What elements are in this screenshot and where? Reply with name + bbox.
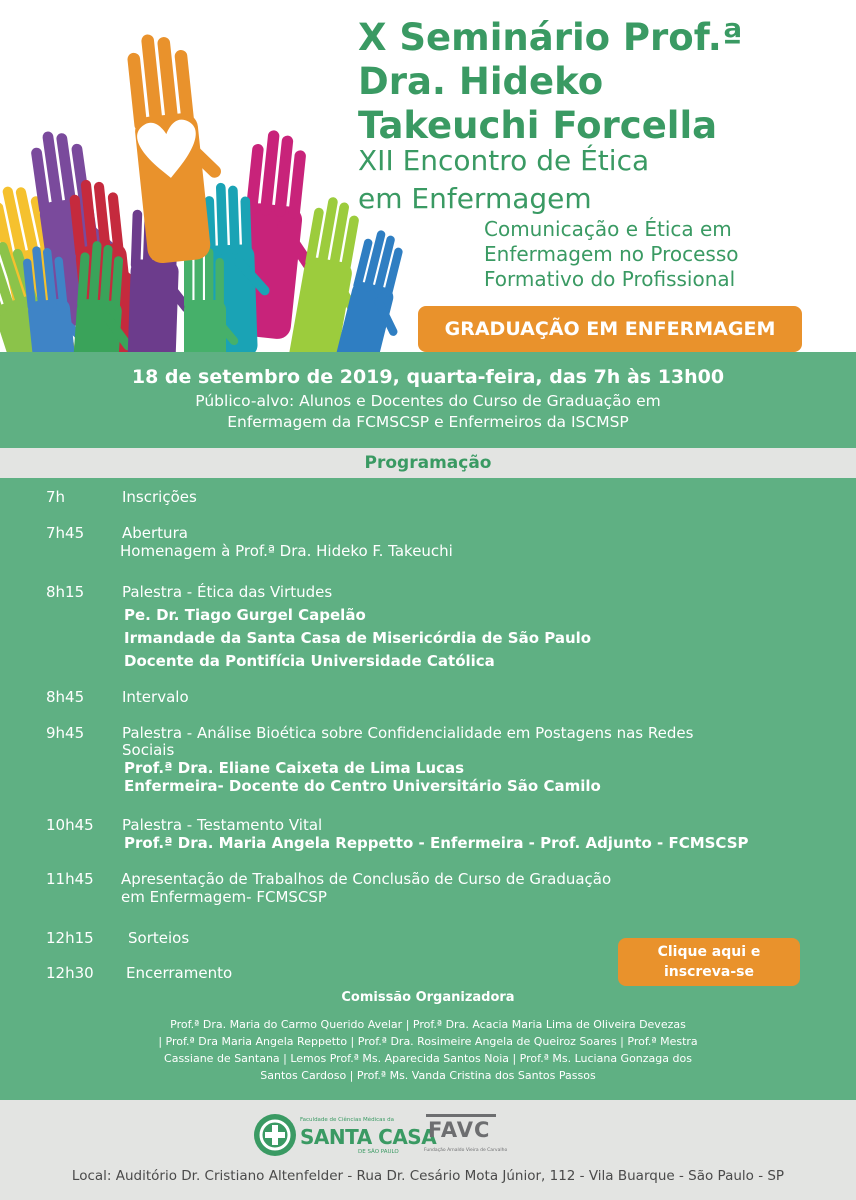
schedule-activity-cont: Sociais xyxy=(122,741,175,759)
schedule-activity: Intervalo xyxy=(122,688,189,706)
schedule-activity: Inscrições xyxy=(122,488,197,506)
subtitle-line-1: XII Encontro de Ética xyxy=(358,144,650,177)
schedule-time: 7h xyxy=(46,488,66,506)
schedule-activity: Encerramento xyxy=(126,964,233,982)
schedule-time: 9h45 xyxy=(46,724,85,742)
schedule-time: 12h30 xyxy=(46,964,94,982)
schedule-activity: Apresentação de Trabalhos de Conclusão de Curso de Graduação xyxy=(121,870,612,888)
audience-line-2: Enfermagem da FCMSCSP e Enfermeiros da ISCMSP xyxy=(227,413,629,431)
committee-line: Prof.ª Dra. Maria do Carmo Querido Avelar | Prof.ª Dra. Acacia Maria Lima de Oliveira Devezas xyxy=(170,1018,686,1031)
santa-casa-cross-icon xyxy=(254,1114,296,1156)
footer xyxy=(0,1100,856,1200)
raised-hands-illustration xyxy=(0,0,420,352)
committee-members xyxy=(100,1016,756,1084)
schedule-activity: Palestra - Testamento Vital xyxy=(122,816,323,834)
speaker-affiliation: Docente da Pontifícia Universidade Católica xyxy=(124,652,495,670)
schedule-time: 10h45 xyxy=(46,816,94,834)
event-info-band xyxy=(0,352,856,448)
schedule-activity: Palestra - Ética das Virtudes xyxy=(122,583,333,601)
title-line-1: X Seminário Prof.ª xyxy=(358,16,743,59)
speaker-name: Prof.ª Dra. Eliane Caixeta de Lima Lucas xyxy=(124,759,465,777)
schedule-time: 8h45 xyxy=(46,688,85,706)
speaker-name: Prof.ª Dra. Maria Angela Reppetto - Enfermeira - Prof. Adjunto - FCMSCSP xyxy=(124,834,749,852)
schedule-time: 7h45 xyxy=(46,524,85,542)
schedule-time: 8h15 xyxy=(46,583,85,601)
register-button-line-1: Clique aqui e xyxy=(657,944,761,960)
theme-line-1: Comunicação e Ética em xyxy=(484,217,732,241)
subtitle-line-2: em Enfermagem xyxy=(358,182,592,215)
santa-casa-logo xyxy=(254,1114,437,1158)
speaker-name: Pe. Dr. Tiago Gurgel Capelão xyxy=(124,606,366,624)
schedule-activity: Palestra - Análise Bioética sobre Confidencialidade em Postagens nas Redes xyxy=(122,724,694,742)
schedule-detail: Homenagem à Prof.ª Dra. Hideko F. Takeuchi xyxy=(120,542,453,560)
schedule-activity: Sorteios xyxy=(128,929,190,947)
favc-logo xyxy=(424,1112,508,1158)
schedule xyxy=(0,478,856,1100)
title-line-3: Takeuchi Forcella xyxy=(358,104,718,147)
santa-casa-logo-name: SANTA CASA xyxy=(300,1125,437,1149)
title-line-2: Dra. Hideko xyxy=(358,60,604,103)
theme-line-3: Formativo do Profissional xyxy=(484,267,736,291)
event-location: Local: Auditório Dr. Cristiano Altenfelder - Rua Dr. Cesário Mota Júnior, 112 - Vila Buarque - São Paulo - SP xyxy=(71,1168,785,1184)
header xyxy=(0,0,856,352)
committee-line: Santos Cardoso | Prof.ª Ms. Vanda Cristina dos Santos Passos xyxy=(260,1069,596,1082)
favc-logo-sub: Fundação Arnaldo Vieira de Carvalho xyxy=(424,1148,508,1153)
schedule-time: 11h45 xyxy=(46,870,94,888)
audience-line-1: Público-alvo: Alunos e Docentes do Curso de Graduação em xyxy=(195,392,661,410)
speaker-affiliation: Enfermeira- Docente do Centro Universitário São Camilo xyxy=(124,777,601,795)
schedule-activity-cont: em Enfermagem- FCMSCSP xyxy=(121,888,327,906)
schedule-activity: Abertura xyxy=(122,524,188,542)
santa-casa-logo-top: Faculdade de Ciências Médicas da xyxy=(300,1117,394,1123)
theme-line-2: Enfermagem no Processo xyxy=(484,242,739,266)
register-button[interactable] xyxy=(618,938,800,986)
graduation-badge: GRADUAÇÃO EM ENFERMAGEM xyxy=(418,306,802,352)
program-title: Programação xyxy=(0,448,856,478)
committee-line: | Prof.ª Dra Maria Angela Reppetto | Prof.ª Dra. Rosimeire Angela de Queiroz Soares | Prof.ª Mestra xyxy=(158,1035,698,1048)
santa-casa-logo-city: DE SÃO PAULO xyxy=(358,1149,399,1155)
committee-title: Comissão Organizadora xyxy=(341,990,515,1005)
committee-line: Cassiane de Santana | Lemos Prof.ª Ms. Aparecida Santos Noia | Prof.ª Ms. Luciana Gonzaga dos xyxy=(164,1052,692,1065)
schedule-time: 12h15 xyxy=(46,929,94,947)
favc-logo-name: FAVC xyxy=(428,1118,491,1142)
register-button-line-2: inscreva-se xyxy=(663,964,754,980)
speaker-affiliation: Irmandade da Santa Casa de Misericórdia de São Paulo xyxy=(124,629,592,647)
event-date: 18 de setembro de 2019, quarta-feira, das 7h às 13h00 xyxy=(131,366,725,388)
